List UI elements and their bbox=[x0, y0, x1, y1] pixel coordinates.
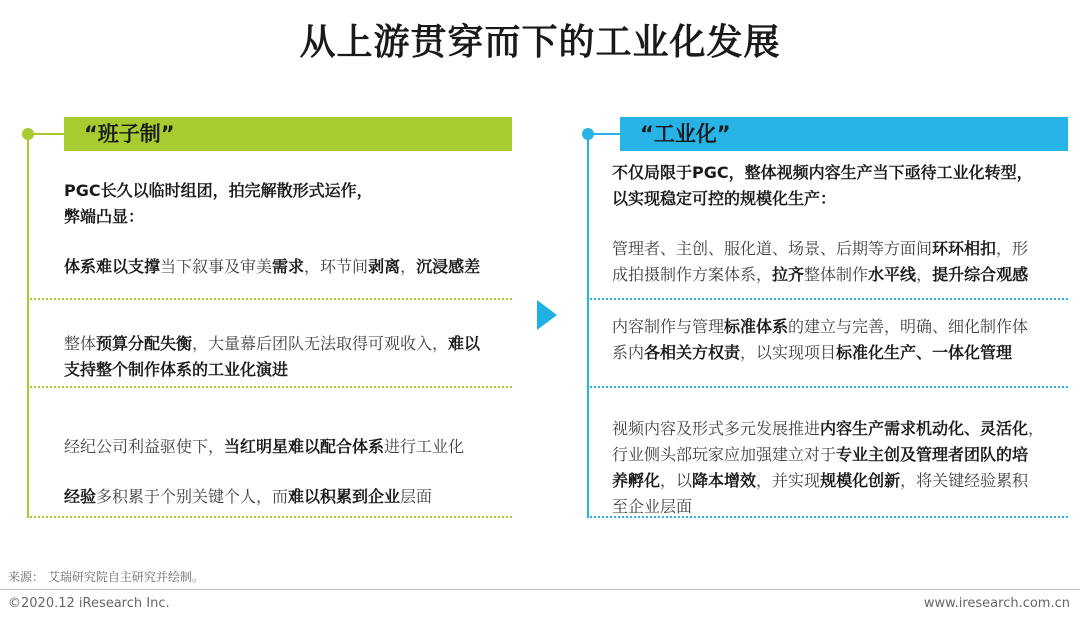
text-bold: 养孵化 bbox=[612, 471, 661, 490]
right-divider-2 bbox=[590, 386, 1068, 388]
text: 经纪公司利益驱使下， bbox=[64, 437, 225, 456]
right-point-2-line2 bbox=[612, 340, 1028, 366]
text: 管理者、主创、服化道、场景、后期等方面间 bbox=[612, 239, 933, 258]
text-bold: 标准化生产、一体化管理 bbox=[836, 343, 1013, 362]
text: 的建立与完善，明确、细化制作体 bbox=[788, 317, 1029, 336]
left-point-2-line2 bbox=[64, 357, 480, 383]
text: ，以 bbox=[660, 471, 693, 490]
text-bold: 剥离 bbox=[368, 257, 401, 276]
arrow-right-icon bbox=[537, 300, 557, 330]
right-intro-line2: 以实现稳定可控的规模化生产： bbox=[612, 189, 837, 208]
right-divider-1 bbox=[590, 298, 1068, 300]
text: 视频内容及形式多元发展推进 bbox=[612, 419, 821, 438]
text: ，大量幕后团队无法取得可观收入， bbox=[192, 334, 449, 353]
left-point-2 bbox=[64, 331, 480, 383]
text-bold: 专业主创及管理者团队的培 bbox=[836, 445, 1029, 464]
text: 进行工业化 bbox=[384, 437, 465, 456]
copyright: ©2020.12 iResearch Inc. bbox=[8, 596, 170, 611]
text-bold: 难以 bbox=[448, 334, 481, 353]
text-bold: 内容生产需求机动化、灵活化 bbox=[820, 419, 1029, 438]
left-divider-2 bbox=[30, 386, 512, 388]
text: 整体制作 bbox=[804, 265, 869, 284]
text-bold: 降本增效 bbox=[692, 471, 757, 490]
right-point-3-line4: 至企业层面 bbox=[612, 497, 693, 516]
text: ，环节间 bbox=[304, 257, 369, 276]
right-point-2 bbox=[612, 314, 1028, 366]
text-bold: 水平线 bbox=[868, 265, 917, 284]
text-bold: 沉浸感差 bbox=[416, 257, 481, 276]
text: ， bbox=[1028, 419, 1045, 438]
website-url: www.iresearch.com.cn bbox=[923, 596, 1070, 611]
left-intro bbox=[64, 178, 373, 230]
text-bold: 规模化创新 bbox=[820, 471, 901, 490]
right-point-3-line2 bbox=[612, 442, 1044, 468]
text: ，形 bbox=[996, 239, 1029, 258]
page-title: 从上游贯穿而下的工业化发展 bbox=[299, 22, 781, 63]
left-connector-line bbox=[30, 133, 66, 135]
text: 当下叙事及审美 bbox=[160, 257, 273, 276]
right-intro bbox=[612, 160, 1033, 212]
text-bold: 当红明星难以配合体系 bbox=[224, 437, 385, 456]
left-point-2-line1 bbox=[64, 331, 480, 357]
right-banner bbox=[620, 117, 1068, 151]
right-point-2-line1 bbox=[612, 314, 1028, 340]
text-bold: 体系难以支撑 bbox=[64, 257, 161, 276]
left-intro-line1: PGC长久以临时组团，拍完解散形式运作， bbox=[64, 181, 373, 200]
footer-divider bbox=[0, 589, 1080, 590]
right-point-3 bbox=[612, 416, 1044, 520]
text-bold: 预算分配失衡 bbox=[96, 334, 193, 353]
right-intro-line1: 不仅局限于PGC，整体视频内容生产当下亟待工业化转型， bbox=[612, 163, 1033, 182]
left-divider-1 bbox=[30, 298, 512, 300]
right-point-1 bbox=[612, 236, 1028, 288]
text: 整体 bbox=[64, 334, 97, 353]
text-bold: 标准体系 bbox=[724, 317, 789, 336]
right-banner-label: “工业化” bbox=[640, 122, 731, 146]
right-divider-3 bbox=[590, 516, 1068, 518]
right-point-1-line2 bbox=[612, 262, 1028, 288]
right-timeline-line bbox=[587, 138, 589, 518]
left-point-1 bbox=[64, 254, 480, 280]
right-point-3-line1 bbox=[612, 416, 1044, 442]
text-bold: 难以积累到企业 bbox=[288, 487, 401, 506]
text: 内容制作与管理 bbox=[612, 317, 725, 336]
text: ， bbox=[916, 265, 933, 284]
left-point-4 bbox=[64, 484, 432, 510]
text-bold: 拉齐 bbox=[772, 265, 805, 284]
text: 多积累于个别关键个人，而 bbox=[96, 487, 289, 506]
text: ，将关键经验累积 bbox=[900, 471, 1029, 490]
left-banner bbox=[64, 117, 512, 151]
right-point-1-line1 bbox=[612, 236, 1028, 262]
source-note: 来源： 艾瑞研究院自主研究并绘制。 bbox=[8, 570, 204, 584]
text: ， bbox=[400, 257, 417, 276]
text: 行业侧头部玩家应加强建立对于 bbox=[612, 445, 837, 464]
text-bold: 支持整个制作体系的工业化演进 bbox=[64, 360, 289, 379]
text: 成拍摄制作方案体系， bbox=[612, 265, 773, 284]
text-bold: 各相关方权责 bbox=[644, 343, 741, 362]
text-bold: 提升综合观感 bbox=[932, 265, 1029, 284]
text: 系内 bbox=[612, 343, 645, 362]
left-divider-3 bbox=[30, 516, 512, 518]
left-point-3 bbox=[64, 434, 464, 460]
text-bold: 需求 bbox=[272, 257, 305, 276]
left-intro-line2: 弊端凸显： bbox=[64, 207, 145, 226]
left-banner-label: “班子制” bbox=[84, 122, 175, 146]
text: ，以实现项目 bbox=[740, 343, 837, 362]
right-point-3-line3 bbox=[612, 468, 1044, 494]
text-bold: 环环相扣 bbox=[932, 239, 997, 258]
left-timeline-line bbox=[27, 138, 29, 518]
text-bold: 经验 bbox=[64, 487, 97, 506]
text: 层面 bbox=[400, 487, 433, 506]
text: ，并实现 bbox=[756, 471, 821, 490]
